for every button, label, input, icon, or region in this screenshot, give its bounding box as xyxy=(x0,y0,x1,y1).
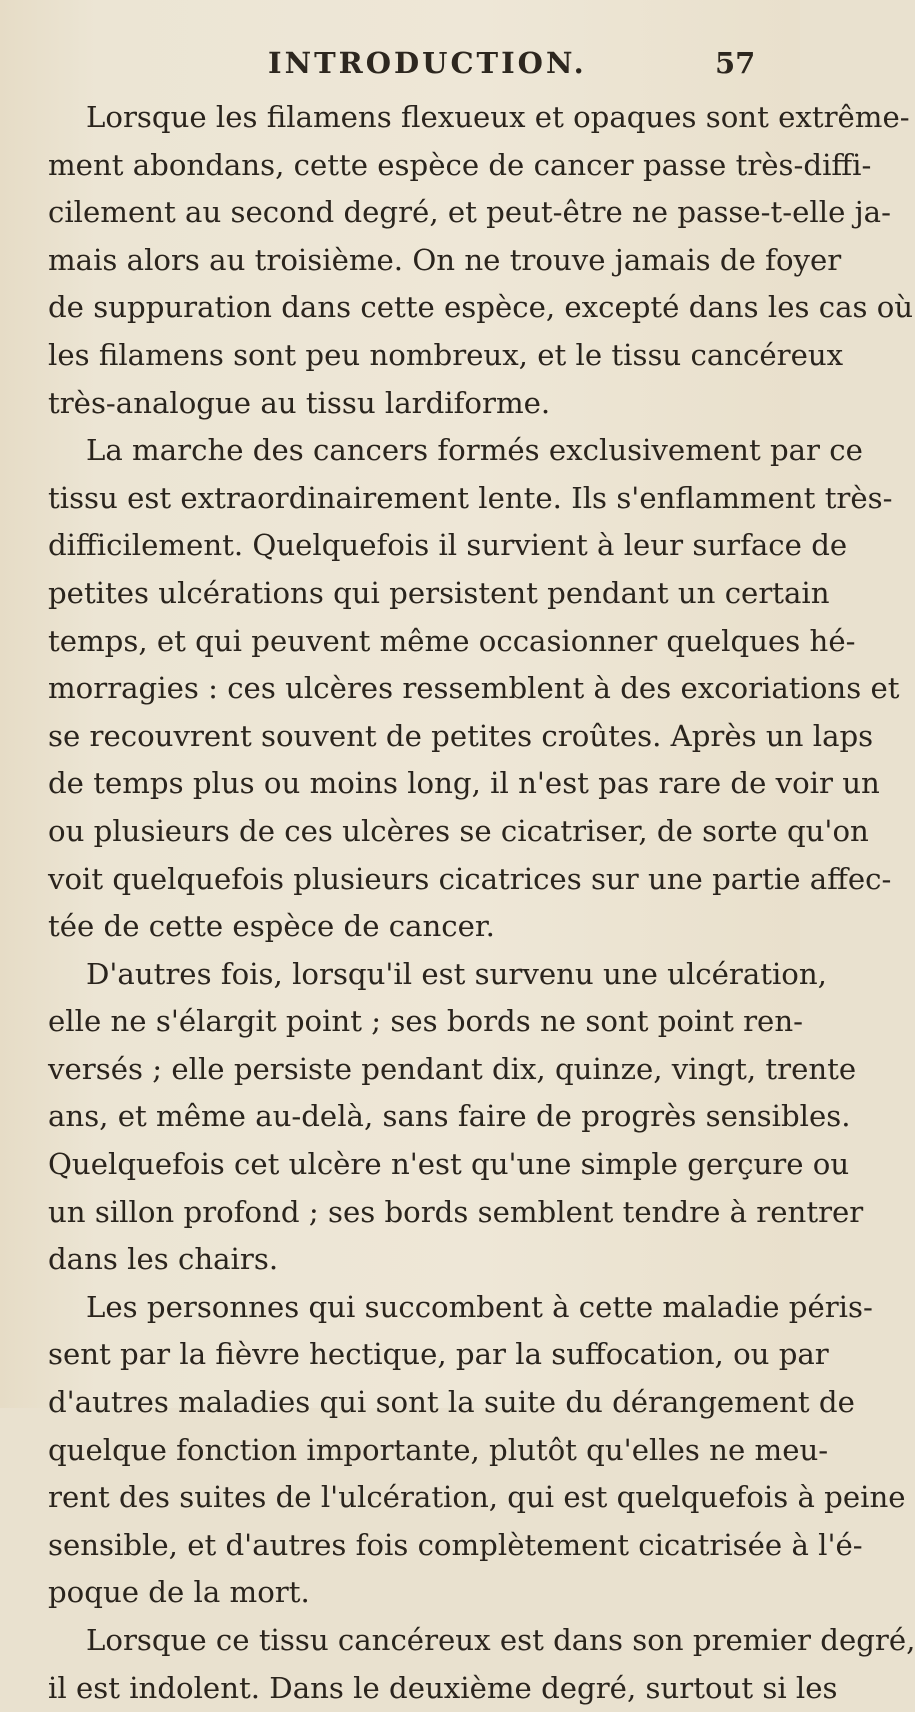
text-line: voit quelquefois plusieurs cicatrices sur une partie affec- xyxy=(48,861,892,896)
text-line: poque de la mort. xyxy=(48,1575,310,1610)
text-line: un sillon profond ; ses bords semblent tendre à rentrer xyxy=(48,1194,864,1229)
text-line: elle ne s'élargit point ; ses bords ne sont point ren- xyxy=(48,1004,803,1039)
text-line: La marche des cancers formés exclusivement par ce xyxy=(86,433,863,468)
text-line: sent par la fièvre hectique, par la suffocation, ou par xyxy=(48,1337,829,1372)
text-line: très-analogue au tissu lardiforme. xyxy=(48,385,551,420)
text-line: sensible, et d'autres fois complètement cicatrisée à l'é- xyxy=(48,1527,863,1562)
text-line: rent des suites de l'ulcération, qui est quelquefois à peine xyxy=(48,1480,906,1515)
text-line: les filamens sont peu nombreux, et le tissu cancéreux xyxy=(48,337,844,372)
text-line: cilement au second degré, et peut-être ne passe-t-elle ja- xyxy=(48,195,891,230)
text-line: dans les chairs. xyxy=(48,1242,279,1277)
text-line: petites ulcérations qui persistent pendant un certain xyxy=(48,575,830,610)
text-line: Lorsque les filamens flexueux et opaques sont extrême- xyxy=(86,100,910,134)
text-line: versés ; elle persiste pendant dix, quinze, vingt, trente xyxy=(48,1051,857,1086)
text-line: quelque fonction importante, plutôt qu'elles ne meu- xyxy=(48,1432,829,1467)
text-line: il est indolent. Dans le deuxième degré, surtout si les xyxy=(48,1670,838,1705)
text-line: de suppuration dans cette espèce, excepté dans les cas où xyxy=(48,290,914,325)
text-line: ans, et même au-delà, sans faire de progrès sensibles. xyxy=(48,1099,851,1134)
text-line: morragies : ces ulcères ressemblent à des excoriations et xyxy=(48,671,900,706)
text-line: temps, et qui peuvent même occasionner quelques hé- xyxy=(48,623,856,658)
text-line: difficilement. Quelquefois il survient à leur surface de xyxy=(48,528,848,563)
body-text xyxy=(48,94,915,1712)
text-line: ou plusieurs de ces ulcères se cicatriser, de sorte qu'on xyxy=(48,813,869,848)
text-line: mais alors au troisième. On ne trouve jamais de foyer xyxy=(48,242,842,277)
text-line: tissu est extraordinairement lente. Ils s'enflamment très- xyxy=(48,480,893,515)
text-line: D'autres fois, lorsqu'il est survenu une ulcération, xyxy=(86,956,827,991)
running-title: INTRODUCTION. xyxy=(268,46,587,80)
text-line: de temps plus ou moins long, il n'est pas rare de voir un xyxy=(48,766,880,801)
text-line: d'autres maladies qui sont la suite du dérangement de xyxy=(48,1385,855,1420)
text-line: Lorsque ce tissu cancéreux est dans son premier degré, xyxy=(86,1623,915,1657)
page-header xyxy=(0,46,800,86)
page-number: 57 xyxy=(715,46,756,80)
text-line: tée de cette espèce de cancer. xyxy=(48,909,495,944)
text-line: se recouvrent souvent de petites croûtes. Après un laps xyxy=(48,718,874,753)
text-line: Quelquefois cet ulcère n'est qu'une simple gerçure ou xyxy=(48,1147,850,1182)
text-line: Les personnes qui succombent à cette maladie péris- xyxy=(86,1289,873,1324)
text-line: ment abondans, cette espèce de cancer passe très-diffi- xyxy=(48,147,872,182)
